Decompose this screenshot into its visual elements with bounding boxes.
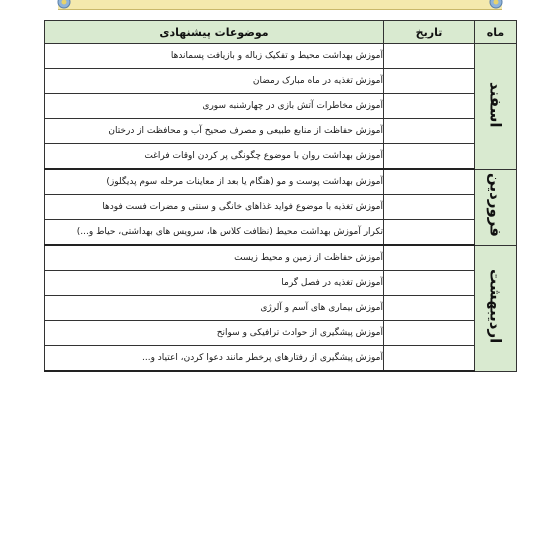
topic-cell: آموزش بهداشت پوست و مو (هنگام یا بعد از معاینات مرحله سوم پدیگلوز) bbox=[45, 169, 384, 195]
date-cell bbox=[384, 119, 475, 144]
table-row bbox=[45, 296, 517, 321]
table-row bbox=[45, 195, 517, 220]
header-month: ماه bbox=[475, 21, 517, 44]
table-row bbox=[45, 119, 517, 144]
date-cell bbox=[384, 69, 475, 94]
header-date: تاریخ bbox=[384, 21, 475, 44]
topic-cell: آموزش پیشگیری از حوادث ترافیکی و سوانح bbox=[45, 321, 384, 346]
topic-cell: آموزش تغذیه در فصل گرما bbox=[45, 271, 384, 296]
topic-cell: آموزش بهداشت محیط و تفکیک زباله و بازیافت پسماندها bbox=[45, 44, 384, 69]
topic-cell: آموزش مخاطرات آتش بازی در چهارشنبه سوری bbox=[45, 94, 384, 119]
date-cell bbox=[384, 296, 475, 321]
header-topic: موضوعات پیشنهادی bbox=[45, 21, 384, 44]
top-banner bbox=[58, 0, 502, 10]
month-label: اسفند bbox=[486, 81, 505, 127]
date-cell bbox=[384, 94, 475, 119]
topic-cell: آموزش بهداشت روان با موضوع چگونگی پر کردن اوقات فراغت bbox=[45, 144, 384, 170]
month-cell bbox=[475, 44, 517, 170]
topic-cell: آموزش حفاظت از منابع طبیعی و مصرف صحیح آب و محافظت از درختان bbox=[45, 119, 384, 144]
table-row bbox=[45, 44, 517, 69]
table-row bbox=[45, 69, 517, 94]
table-row bbox=[45, 144, 517, 170]
flower-ornament-icon bbox=[486, 0, 506, 10]
date-cell bbox=[384, 220, 475, 246]
month-label: فروردین bbox=[486, 173, 505, 237]
table-row bbox=[45, 94, 517, 119]
health-education-plan-table bbox=[44, 20, 517, 372]
month-label: اردیبهشت bbox=[486, 268, 505, 344]
table-row bbox=[45, 271, 517, 296]
date-cell bbox=[384, 144, 475, 170]
date-cell bbox=[384, 195, 475, 220]
date-cell bbox=[384, 321, 475, 346]
table-row bbox=[45, 321, 517, 346]
month-cell bbox=[475, 169, 517, 245]
table-row bbox=[45, 245, 517, 271]
topic-cell: آموزش حفاظت از زمین و محیط زیست bbox=[45, 245, 384, 271]
flower-ornament-icon bbox=[54, 0, 74, 10]
date-cell bbox=[384, 271, 475, 296]
topic-cell: آموزش بیماری های آسم و آلرژی bbox=[45, 296, 384, 321]
table-row bbox=[45, 346, 517, 372]
table-row bbox=[45, 169, 517, 195]
date-cell bbox=[384, 346, 475, 372]
topic-cell: آموزش تغذیه در ماه مبارک رمضان bbox=[45, 69, 384, 94]
topic-cell: آموزش تغذیه با موضوع فواید غذاهای خانگی و سنتی و مضرات فست فودها bbox=[45, 195, 384, 220]
table-row bbox=[45, 220, 517, 246]
month-cell bbox=[475, 245, 517, 371]
topic-cell: آموزش پیشگیری از رفتارهای پرخطر مانند دعوا کردن، اعتیاد و... bbox=[45, 346, 384, 372]
table-header-row bbox=[45, 21, 517, 44]
topic-cell: تکرار آموزش بهداشت محیط (نظافت کلاس ها، سرویس های بهداشتی، حیاط و...) bbox=[45, 220, 384, 246]
date-cell bbox=[384, 44, 475, 69]
date-cell bbox=[384, 169, 475, 195]
date-cell bbox=[384, 245, 475, 271]
